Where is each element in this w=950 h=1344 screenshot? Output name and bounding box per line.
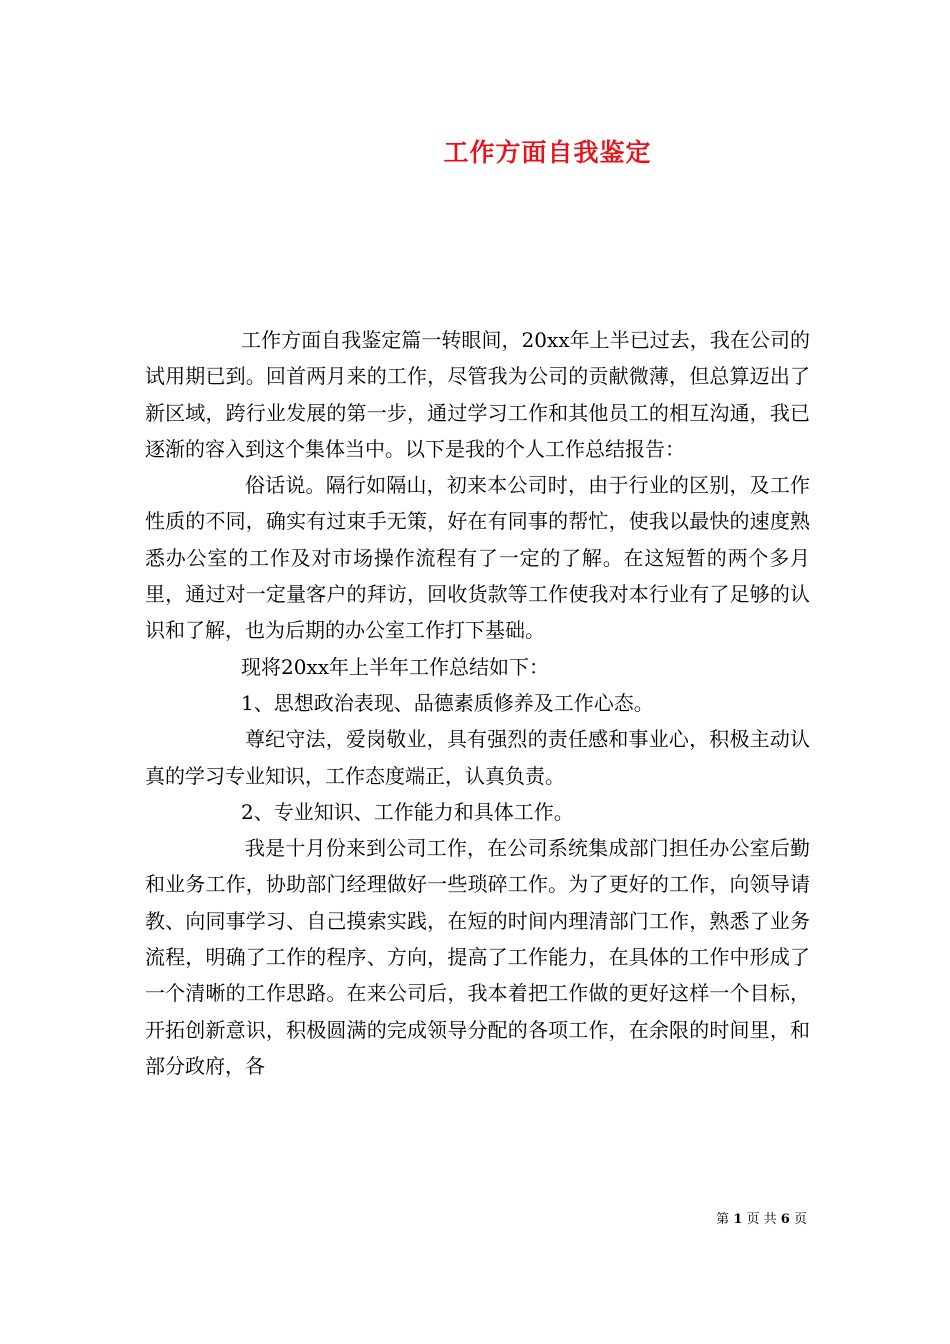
document-title: 工作方面自我鉴定 — [443, 138, 652, 167]
paragraph-summary-lead: 现将20xx年上半年工作总结如下： — [241, 654, 550, 679]
paragraph-work-details: 我是十月份来到公司工作，在公司系统集成部门担任办公室后勤和业务工作，协助部门经理做好一些琐碎工作。为了更好的工作，向领导请教、向同事学习、自己摸索实践，在短的时间内理清部门工作，熟悉了业务流程，明确了工作的程序、方向，提高了工作能力，在具体的工作中形成了一个清晰的工作思路。在来公司后，我本着把工作做的更好这样一个目标，开拓创新意识，积极圆满的完成领导分配的各项工作，在余限的时间里，和部分政府，各 — [145, 836, 810, 1078]
page-footer — [716, 1208, 807, 1227]
paragraph-proverb: 俗话说。隔行如隔山，初来本公司时，由于行业的区别，及工作性质的不同，确实有过束手无策，好在有同事的帮忙，使我以最快的速度熟悉办公室的工作及对市场操作流程有了一定的了解。在这短暂的两个多月里，通过对一定量客户的拜访，回收货款等工作使我对本行业有了足够的认识和了解，也为后期的办公室工作打下基础。 — [145, 473, 810, 643]
footer-prefix: 第 — [716, 1212, 730, 1227]
footer-suffix: 页 — [793, 1212, 807, 1227]
document-body — [145, 322, 810, 1084]
footer-total-pages: 6 — [780, 1212, 790, 1227]
section-heading-2: 2、专业知识、工作能力和具体工作。 — [241, 799, 574, 824]
footer-current-page: 1 — [733, 1212, 743, 1227]
section-heading-1: 1、思想政治表现、品德素质修养及工作心态。 — [241, 690, 654, 715]
paragraph-attitude: 尊纪守法，爱岗敬业，具有强烈的责任感和事业心，积极主动认真的学习专业知识，工作态度端正，认真负责。 — [145, 727, 810, 788]
paragraph-intro: 工作方面自我鉴定篇一转眼间，20xx年上半已过去，我在公司的试用期已到。回首两月来的工作，尽管我为公司的贡献微薄，但总算迈出了新区域，跨行业发展的第一步，通过学习工作和其他员工的相互沟通，我已逐渐的容入到这个集体当中。以下是我的个人工作总结报告： — [145, 328, 810, 461]
footer-middle: 页 共 — [746, 1212, 777, 1227]
